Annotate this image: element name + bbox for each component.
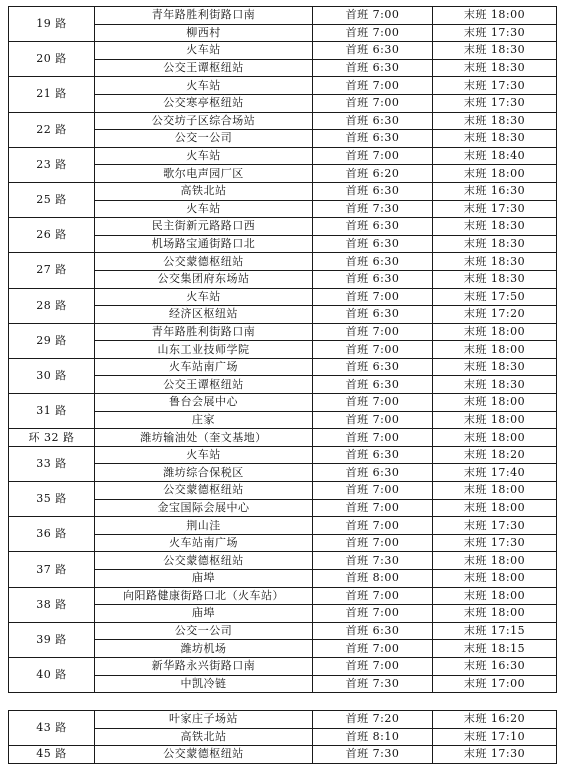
stop-name: 机场路宝通街路口北 — [95, 235, 313, 253]
last-bus-time: 末班 17:15 — [433, 622, 557, 640]
first-bus-time: 首班 6:30 — [313, 112, 433, 130]
last-bus-time: 末班 18:00 — [433, 341, 557, 359]
first-bus-time: 首班 7:00 — [313, 517, 433, 535]
first-bus-time: 首班 7:00 — [313, 640, 433, 658]
first-bus-time: 首班 6:30 — [313, 130, 433, 148]
stop-name: 中凯冷链 — [95, 675, 313, 693]
first-bus-time: 首班 7:20 — [313, 711, 433, 729]
last-bus-time: 末班 18:00 — [433, 429, 557, 447]
stop-name: 新华路永兴街路口南 — [95, 657, 313, 675]
last-bus-time: 末班 18:00 — [433, 411, 557, 429]
table-row — [9, 657, 557, 675]
stop-name: 公交一公司 — [95, 622, 313, 640]
stop-name: 庄家 — [95, 411, 313, 429]
table-row — [9, 112, 557, 130]
stop-name: 庙埠 — [95, 570, 313, 588]
last-bus-time: 末班 18:00 — [433, 165, 557, 183]
table-row — [9, 147, 557, 165]
route-number: 30 路 — [9, 358, 95, 393]
stop-name: 公交寒亭枢纽站 — [95, 94, 313, 112]
route-number: 31 路 — [9, 394, 95, 429]
table-row — [9, 482, 557, 500]
first-bus-time: 首班 7:00 — [313, 147, 433, 165]
stop-name: 火车站 — [95, 77, 313, 95]
first-bus-time: 首班 7:00 — [313, 587, 433, 605]
stop-name: 公交集团府东场站 — [95, 270, 313, 288]
table-row — [9, 358, 557, 376]
stop-name: 公交蒙德枢纽站 — [95, 482, 313, 500]
first-bus-time: 首班 7:30 — [313, 552, 433, 570]
first-bus-time: 首班 7:30 — [313, 200, 433, 218]
stop-name: 山东工业技师学院 — [95, 341, 313, 359]
first-bus-time: 首班 7:00 — [313, 605, 433, 623]
stop-name: 青年路胜利街路口南 — [95, 323, 313, 341]
table-row — [9, 622, 557, 640]
last-bus-time: 末班 17:30 — [433, 94, 557, 112]
first-bus-time: 首班 7:00 — [313, 499, 433, 517]
table-row — [9, 446, 557, 464]
stop-name: 高铁北站 — [95, 182, 313, 200]
first-bus-time: 首班 7:00 — [313, 411, 433, 429]
stop-name: 公交王谭枢纽站 — [95, 376, 313, 394]
last-bus-time: 末班 17:30 — [433, 77, 557, 95]
first-bus-time: 首班 7:30 — [313, 746, 433, 764]
first-bus-time: 首班 6:30 — [313, 270, 433, 288]
first-bus-time: 首班 6:30 — [313, 218, 433, 236]
last-bus-time: 末班 16:20 — [433, 711, 557, 729]
route-number: 25 路 — [9, 182, 95, 217]
first-bus-time: 首班 7:00 — [313, 657, 433, 675]
route-number: 29 路 — [9, 323, 95, 358]
last-bus-time: 末班 18:20 — [433, 446, 557, 464]
route-number: 45 路 — [9, 746, 95, 764]
stop-name: 火车站 — [95, 200, 313, 218]
last-bus-time: 末班 18:30 — [433, 112, 557, 130]
first-bus-time: 首班 8:10 — [313, 728, 433, 746]
last-bus-time: 末班 18:00 — [433, 7, 557, 25]
last-bus-time: 末班 18:30 — [433, 376, 557, 394]
stop-name: 经济区枢纽站 — [95, 306, 313, 324]
table-row — [9, 711, 557, 729]
route-number: 35 路 — [9, 482, 95, 517]
stop-name: 潍坊综合保税区 — [95, 464, 313, 482]
first-bus-time: 首班 7:00 — [313, 429, 433, 447]
last-bus-time: 末班 18:00 — [433, 482, 557, 500]
first-bus-time: 首班 6:30 — [313, 358, 433, 376]
route-number: 19 路 — [9, 7, 95, 42]
first-bus-time: 首班 6:20 — [313, 165, 433, 183]
last-bus-time: 末班 18:00 — [433, 587, 557, 605]
last-bus-time: 末班 17:50 — [433, 288, 557, 306]
first-bus-time: 首班 7:00 — [313, 534, 433, 552]
route-number: 36 路 — [9, 517, 95, 552]
first-bus-time: 首班 7:00 — [313, 323, 433, 341]
first-bus-time: 首班 6:30 — [313, 182, 433, 200]
stop-name: 公交蒙德枢纽站 — [95, 253, 313, 271]
last-bus-time: 末班 18:30 — [433, 270, 557, 288]
first-bus-time: 首班 7:00 — [313, 77, 433, 95]
first-bus-time: 首班 7:00 — [313, 394, 433, 412]
first-bus-time: 首班 6:30 — [313, 42, 433, 60]
last-bus-time: 末班 18:30 — [433, 358, 557, 376]
table-row — [9, 517, 557, 535]
route-number: 38 路 — [9, 587, 95, 622]
last-bus-time: 末班 17:30 — [433, 746, 557, 764]
first-bus-time: 首班 8:00 — [313, 570, 433, 588]
first-bus-time: 首班 6:30 — [313, 253, 433, 271]
first-bus-time: 首班 6:30 — [313, 446, 433, 464]
last-bus-time: 末班 17:00 — [433, 675, 557, 693]
first-bus-time: 首班 6:30 — [313, 464, 433, 482]
route-number: 23 路 — [9, 147, 95, 182]
last-bus-time: 末班 18:00 — [433, 605, 557, 623]
stop-name: 火车站 — [95, 288, 313, 306]
route-number: 27 路 — [9, 253, 95, 288]
table-row — [9, 394, 557, 412]
last-bus-time: 末班 18:30 — [433, 59, 557, 77]
stop-name: 公交一公司 — [95, 130, 313, 148]
stop-name: 高铁北站 — [95, 728, 313, 746]
route-number: 28 路 — [9, 288, 95, 323]
last-bus-time: 末班 16:30 — [433, 182, 557, 200]
first-bus-time: 首班 6:30 — [313, 376, 433, 394]
first-bus-time: 首班 6:30 — [313, 306, 433, 324]
table-row — [9, 7, 557, 25]
first-bus-time: 首班 7:00 — [313, 341, 433, 359]
last-bus-time: 末班 18:30 — [433, 130, 557, 148]
table-row — [9, 288, 557, 306]
last-bus-time: 末班 17:30 — [433, 534, 557, 552]
last-bus-time: 末班 17:30 — [433, 517, 557, 535]
table-row — [9, 552, 557, 570]
stop-name: 金宝国际会展中心 — [95, 499, 313, 517]
last-bus-time: 末班 18:15 — [433, 640, 557, 658]
table-row — [9, 746, 557, 764]
table-row — [9, 253, 557, 271]
stop-name: 火车站南广场 — [95, 358, 313, 376]
stop-name: 叶家庄子场站 — [95, 711, 313, 729]
first-bus-time: 首班 6:30 — [313, 59, 433, 77]
last-bus-time: 末班 17:30 — [433, 24, 557, 42]
table-row — [9, 218, 557, 236]
last-bus-time: 末班 18:00 — [433, 323, 557, 341]
stop-name: 公交蒙德枢纽站 — [95, 746, 313, 764]
route-number: 环 32 路 — [9, 429, 95, 447]
route-number: 22 路 — [9, 112, 95, 147]
last-bus-time: 末班 17:10 — [433, 728, 557, 746]
stop-name: 潍坊机场 — [95, 640, 313, 658]
stop-name: 火车站 — [95, 446, 313, 464]
stop-name: 潍坊输油处（奎文基地） — [95, 429, 313, 447]
stop-name: 火车站 — [95, 147, 313, 165]
table-row — [9, 77, 557, 95]
last-bus-time: 末班 16:30 — [433, 657, 557, 675]
table-row — [9, 42, 557, 60]
last-bus-time: 末班 18:00 — [433, 570, 557, 588]
stop-name: 火车站 — [95, 42, 313, 60]
route-number: 20 路 — [9, 42, 95, 77]
stop-name: 公交坊子区综合场站 — [95, 112, 313, 130]
first-bus-time: 首班 7:00 — [313, 7, 433, 25]
stop-name: 公交王谭枢纽站 — [95, 59, 313, 77]
first-bus-time: 首班 6:30 — [313, 235, 433, 253]
table-row — [9, 587, 557, 605]
first-bus-time: 首班 7:30 — [313, 675, 433, 693]
last-bus-time: 末班 18:00 — [433, 499, 557, 517]
table-row — [9, 182, 557, 200]
stop-name: 柳西村 — [95, 24, 313, 42]
stop-name: 公交蒙德枢纽站 — [95, 552, 313, 570]
stop-name: 火车站南广场 — [95, 534, 313, 552]
first-bus-time: 首班 7:00 — [313, 94, 433, 112]
first-bus-time: 首班 6:30 — [313, 622, 433, 640]
stop-name: 荆山洼 — [95, 517, 313, 535]
last-bus-time: 末班 17:40 — [433, 464, 557, 482]
route-number: 40 路 — [9, 657, 95, 692]
bus-schedule-table — [8, 6, 557, 693]
stop-name: 民主街新元路路口西 — [95, 218, 313, 236]
first-bus-time: 首班 7:00 — [313, 482, 433, 500]
last-bus-time: 末班 18:40 — [433, 147, 557, 165]
last-bus-time: 末班 18:00 — [433, 394, 557, 412]
last-bus-time: 末班 18:30 — [433, 253, 557, 271]
last-bus-time: 末班 18:30 — [433, 235, 557, 253]
first-bus-time: 首班 7:00 — [313, 24, 433, 42]
route-number: 26 路 — [9, 218, 95, 253]
last-bus-time: 末班 18:30 — [433, 42, 557, 60]
route-number: 33 路 — [9, 446, 95, 481]
stop-name: 歌尔电声园厂区 — [95, 165, 313, 183]
stop-name: 向阳路健康街路口北（火车站） — [95, 587, 313, 605]
table-row — [9, 323, 557, 341]
stop-name: 鲁台会展中心 — [95, 394, 313, 412]
last-bus-time: 末班 17:30 — [433, 200, 557, 218]
bus-schedule-table-continued — [8, 710, 557, 764]
first-bus-time: 首班 7:00 — [313, 288, 433, 306]
last-bus-time: 末班 18:00 — [433, 552, 557, 570]
table-row — [9, 429, 557, 447]
route-number: 37 路 — [9, 552, 95, 587]
stop-name: 庙埠 — [95, 605, 313, 623]
route-number: 43 路 — [9, 711, 95, 746]
last-bus-time: 末班 17:20 — [433, 306, 557, 324]
stop-name: 青年路胜利街路口南 — [95, 7, 313, 25]
route-number: 39 路 — [9, 622, 95, 657]
route-number: 21 路 — [9, 77, 95, 112]
last-bus-time: 末班 18:30 — [433, 218, 557, 236]
